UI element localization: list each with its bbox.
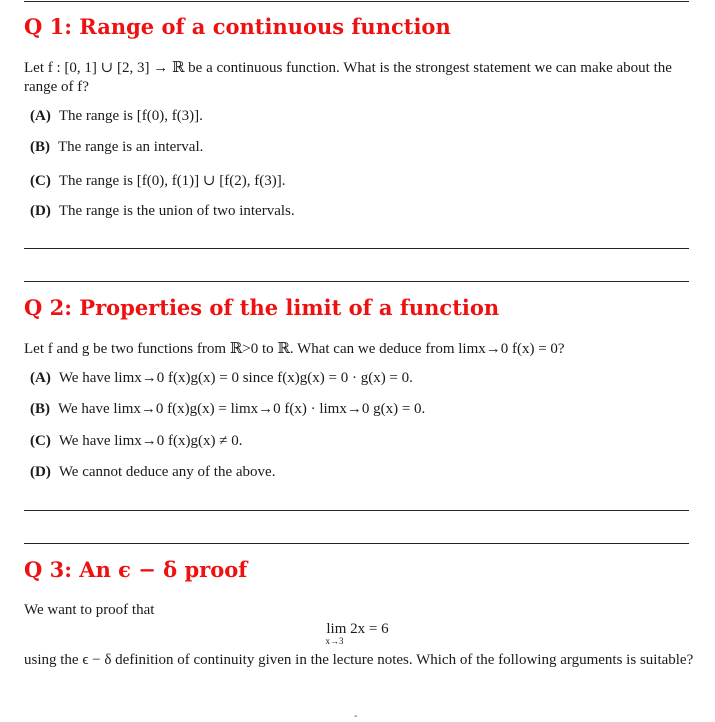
top-rule bbox=[24, 1, 689, 2]
q2-top-rule bbox=[24, 281, 689, 282]
q3-top-rule bbox=[24, 543, 689, 544]
option-text: The range is the union of two intervals. bbox=[58, 203, 295, 219]
option-label: (C) bbox=[30, 433, 51, 449]
q3-title: Q 3: An ϵ − δ proof bbox=[24, 557, 248, 582]
q1-bottom-rule bbox=[24, 248, 689, 249]
page-mark: - bbox=[354, 711, 358, 722]
option-text: We cannot deduce any of the above. bbox=[58, 464, 276, 480]
option-label: (A) bbox=[30, 108, 51, 124]
option-text: The range is [f(0), f(1)] ∪ [f(2), f(3)]. bbox=[58, 173, 286, 189]
q1-option-b[interactable] bbox=[30, 139, 203, 156]
q1-option-a[interactable] bbox=[30, 108, 203, 125]
option-label: (A) bbox=[30, 370, 51, 386]
option-label: (D) bbox=[30, 203, 51, 219]
q2-title: Q 2: Properties of the limit of a function bbox=[24, 295, 500, 320]
option-text: We have limx→0 f(x)g(x) = 0 since f(x)g(x) = 0 · g(x) = 0. bbox=[58, 370, 413, 386]
option-text: The range is an interval. bbox=[58, 139, 204, 155]
q2-option-d[interactable] bbox=[30, 464, 275, 481]
formula-subscript: x→3 bbox=[325, 636, 344, 646]
option-text: We have limx→0 f(x)g(x) = limx→0 f(x) · limx→0 g(x) = 0. bbox=[58, 401, 426, 417]
q3-text: using the ϵ − δ definition of continuity given in the lecture notes. Which of the following arguments is suitable? bbox=[24, 652, 694, 668]
q2-stem: Let f and g be two functions from ℝ>0 to ℝ. What can we deduce from limx→0 f(x) = 0? bbox=[24, 341, 565, 357]
q1-stem: Let f : [0, 1] ∪ [2, 3] → ℝ be a continuous function. What is the strongest statement we can make about the range of f? bbox=[24, 60, 672, 95]
q2-option-b[interactable] bbox=[30, 401, 425, 418]
q1-option-d[interactable] bbox=[30, 203, 295, 220]
q2-bottom-rule bbox=[24, 510, 689, 511]
q3-formula bbox=[0, 621, 715, 646]
option-text: We have limx→0 f(x)g(x) ≠ 0. bbox=[58, 433, 243, 449]
q1-title: Q 1: Range of a continuous function bbox=[24, 14, 451, 39]
q1-option-c[interactable] bbox=[30, 171, 285, 190]
option-label: (B) bbox=[30, 139, 50, 155]
option-label: (D) bbox=[30, 464, 51, 480]
option-label: (C) bbox=[30, 173, 51, 189]
q2-option-c[interactable] bbox=[30, 433, 242, 450]
formula-main: lim 2x = 6 bbox=[326, 621, 389, 637]
q3-intro: We want to proof that bbox=[24, 602, 155, 618]
q2-option-a[interactable] bbox=[30, 370, 413, 387]
option-label: (B) bbox=[30, 401, 50, 417]
option-text: The range is [f(0), f(3)]. bbox=[58, 108, 203, 124]
